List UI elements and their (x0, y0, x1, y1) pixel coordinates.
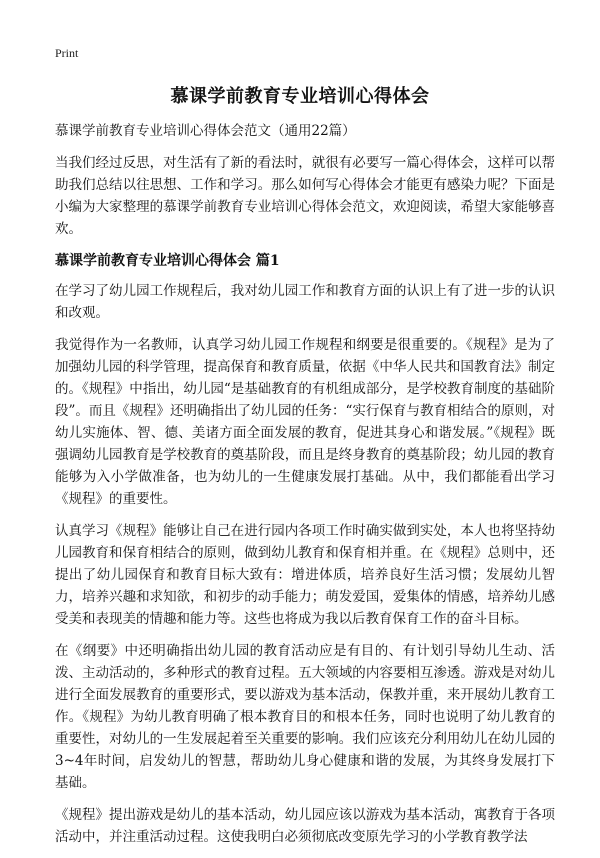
section-heading: 慕课学前教育专业培训心得体会 篇1 (55, 253, 280, 269)
document-subtitle: 慕课学前教育专业培训心得体会范文（通用22篇） (55, 123, 356, 139)
body-paragraph: 在学习了幼儿园工作规程后，我对幼儿园工作和教育方面的认识上有了进一步的认识和改观。 (55, 283, 555, 321)
body-paragraph: 在《纲要》中还明确指出幼儿园的教育活动应是有目的、有计划引导幼儿生动、活泼、主动活动的，多种形式的教育过程。五大领域的内容要相互渗透。游戏是对幼儿进行全面发展教育的重要形式，要以游戏为基本活动，保教并重，来开展幼儿教育工作。《规程》为幼儿教育明确了根本教育目的和根本任务，同时也说明了幼儿教育的重要性，对幼儿的一生发展起着至关重要的影响。我们应该充分利用幼儿在幼儿园的3~4年时间，启发幼儿的智慧，帮助幼儿身心健康和谐的发展，为其终身发展打下基础。 (55, 643, 555, 791)
body-paragraph: 我觉得作为一名教师，认真学习幼儿园工作规程和纲要是很重要的。《规程》是为了加强幼儿园的科学管理，提高保育和教育质量，依据《中华人民共和国教育法》制定的。《规程》中指出，幼儿园“是基础教育的有机组成部分，是学校教育制度的基础阶段”。而且《规程》还明确指出了幼儿园的任务：“实行保育与教育相结合的原则，对幼儿实施体、智、德、美诸方面全面发展的教育，促进其身心和谐发展。”《规程》既强调幼儿园教育是学校教育的奠基阶段，而且是终身教育的奠基阶段；幼儿园的教育能够为入小学做准备，也为幼儿的一生健康发展打基础。从中，我们都能看出学习《规程》的重要性。 (55, 337, 555, 507)
body-paragraph: 《规程》提出游戏是幼儿的基本活动，幼儿园应该以游戏为基本活动，寓教育于各项活动中，并注重活动过程。这使我明白必须彻底改变原先学习的小学教育教学法 (55, 807, 555, 845)
document-title: 慕课学前教育专业培训心得体会 (170, 86, 430, 107)
print-label[interactable]: Print (55, 46, 79, 60)
document-body (55, 120, 555, 858)
body-paragraph: 认真学习《规程》能够让自己在进行园内各项工作时确实做到实处，本人也将坚持幼儿园教育和保育相结合的原则，做到幼儿教育和保育相并重。在《规程》总则中，还提出了幼儿园保育和教育目标大致有：增进体质，培养良好生活习惯；发展幼儿智力，培养兴趣和求知欲，和初步的动手能力；萌发爱国，爱集体的情感，培养幼儿感受美和表现美的情趣和能力等。这些也将成为我以后教育保育工作的奋斗目标。 (55, 523, 555, 627)
intro-paragraph: 当我们经过反思，对生活有了新的看法时，就很有必要写一篇心得体会，这样可以帮助我们总结以往思想、工作和学习。那么如何写心得体会才能更有感染力呢？下面是小编为大家整理的慕课学前教育专业培训心得体会范文，欢迎阅读，希望大家能够喜欢。 (55, 155, 555, 237)
